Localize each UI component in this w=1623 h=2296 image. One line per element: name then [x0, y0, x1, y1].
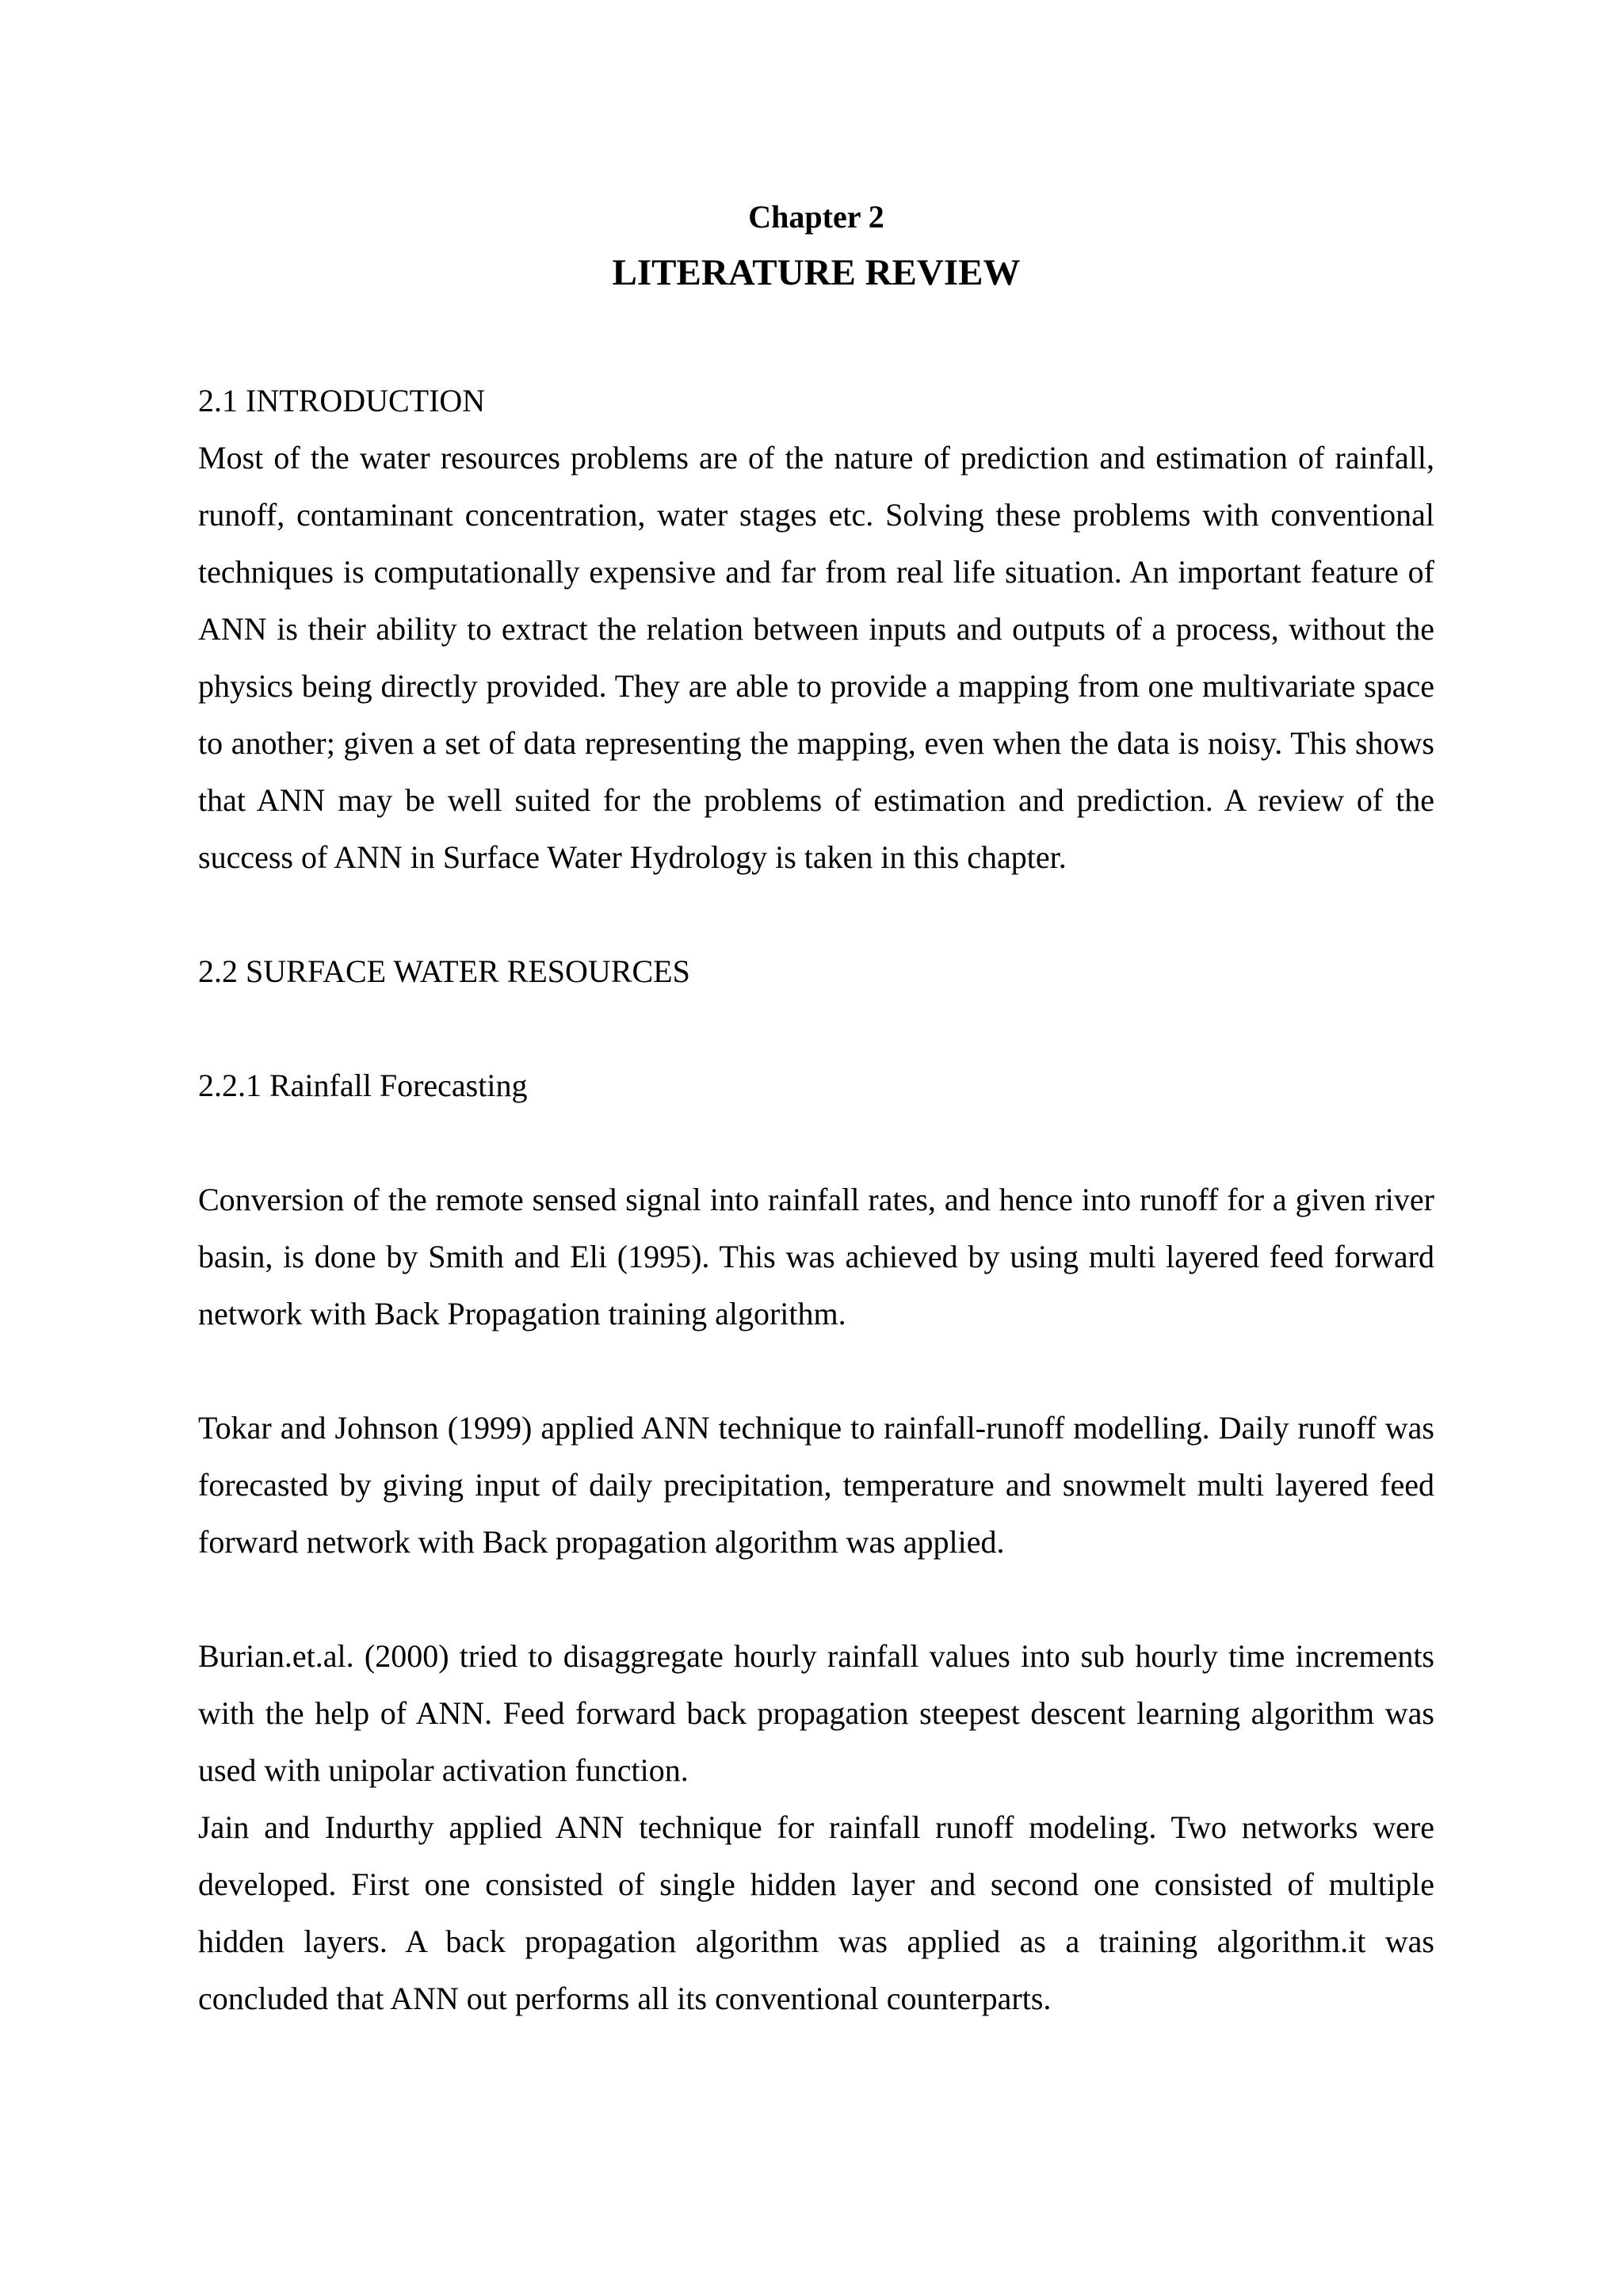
paragraph-jain-indurthy: Jain and Indurthy applied ANN technique for rainfall runoff modeling. Two networks were developed. First one consisted of single hidden layer and second one consisted of multiple hidden layers. A back propagation algorithm was applied as a training algorithm.it was concluded that ANN out performs all its conventional counterparts. [198, 1809, 1434, 2016]
paragraph-burian: Burian.et.al. (2000) tried to disaggregate hourly rainfall values into sub hourly time increments with the help of ANN. Feed forward back propagation steepest descent learning algorithm was used with unipolar activation function. [198, 1638, 1434, 1788]
chapter-label: Chapter 2 [748, 199, 884, 235]
spacer [198, 886, 1434, 943]
page-content [198, 190, 1434, 2027]
chapter-title: LITERATURE REVIEW [612, 252, 1021, 293]
spacer [198, 1114, 1434, 1171]
spacer [198, 1000, 1434, 1057]
spacer [198, 301, 1434, 372]
spacer [198, 1571, 1434, 1628]
section-heading-surface-water: 2.2 SURFACE WATER RESOURCES [198, 953, 690, 989]
section-heading-introduction: 2.1 INTRODUCTION [198, 383, 486, 418]
introduction-paragraph: Most of the water resources problems are of the nature of prediction and estimation of rainfall, runoff, contaminant concentration, water stages etc. Solving these problems with conventional techniques is computationally expensive and far from real life situation. An important feature of ANN is their ability to extract the relation between inputs and outputs of a process, without the physics being directly provided. They are able to provide a mapping from one multivariate space to another; given a set of data representing the mapping, even when the data is noisy. This shows that ANN may be well suited for the problems of estimation and prediction. A review of the success of ANN in Surface Water Hydrology is taken in this chapter. [198, 440, 1434, 875]
spacer [198, 1343, 1434, 1400]
paragraph-smith-eli: Conversion of the remote sensed signal into rainfall rates, and hence into runoff for a given river basin, is done by Smith and Eli (1995). This was achieved by using multi layered feed forward network with Back Propagation training algorithm. [198, 1182, 1434, 1331]
subsection-heading-rainfall-forecasting: 2.2.1 Rainfall Forecasting [198, 1068, 528, 1103]
paragraph-tokar-johnson: Tokar and Johnson (1999) applied ANN technique to rainfall-runoff modelling. Daily runoff was forecasted by giving input of daily precipitation, temperature and snowmelt multi layered feed forward network with Back propagation algorithm was applied. [198, 1410, 1434, 1560]
